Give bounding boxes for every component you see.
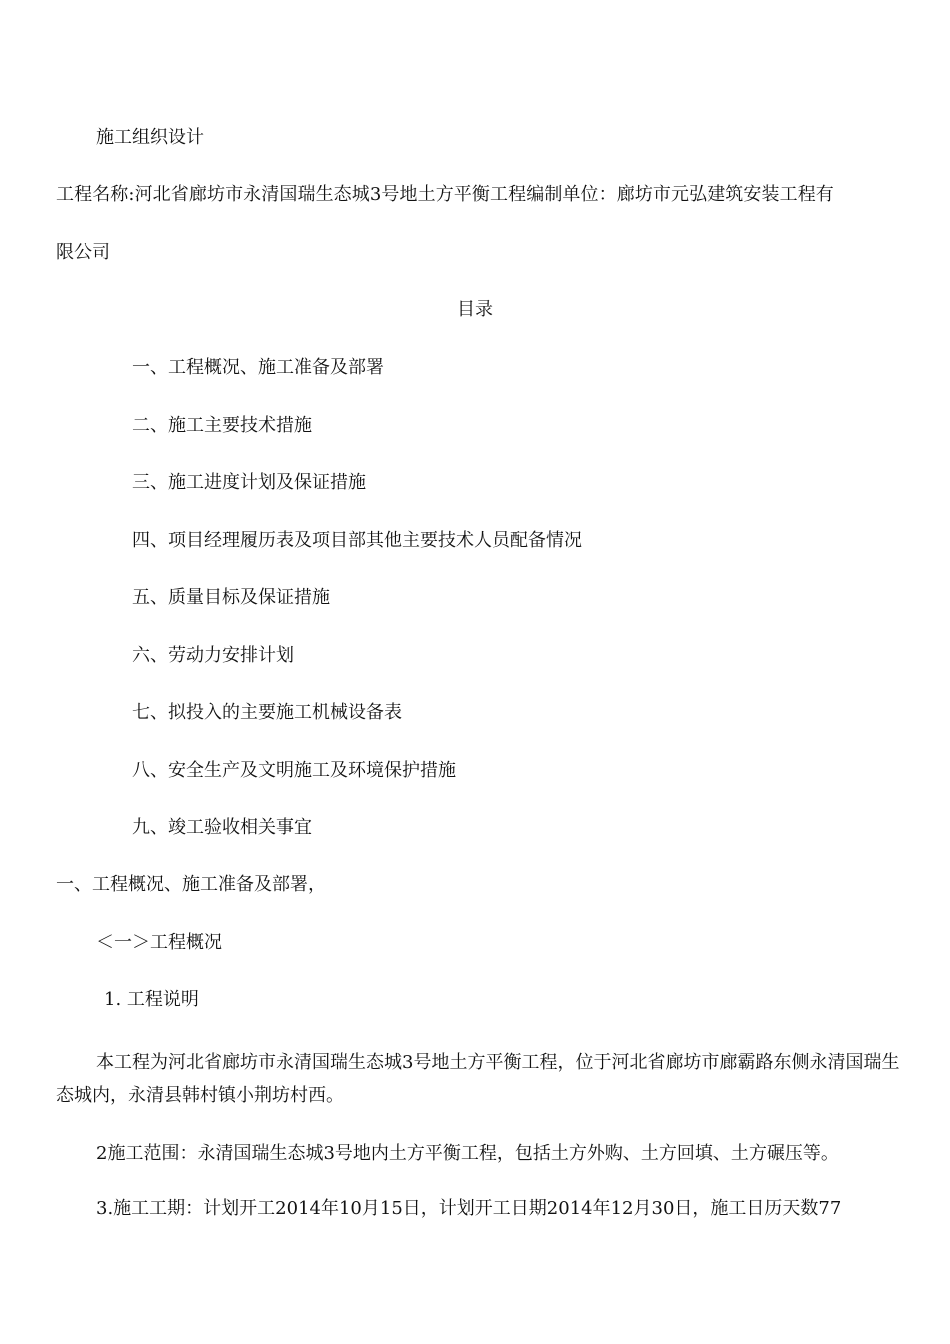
paragraph-construction-period: 3.施工工期：计划开工2014年10月15日，计划开工日期2014年12月30日，施工日历天数77 — [96, 1198, 842, 1219]
paragraph-construction-scope: 2施工范围：永清国瑞生态城3号地内土方平衡工程，包括土方外购、土方回填、土方碾压等。 — [96, 1143, 839, 1164]
toc-item: 六、劳动力安排计划 — [132, 645, 294, 666]
project-info-line-2: 限公司 — [56, 242, 110, 263]
toc-item: 九、竣工验收相关事宜 — [132, 817, 312, 838]
toc-title: 目录 — [457, 299, 493, 320]
toc-item: 七、拟投入的主要施工机械设备表 — [132, 702, 402, 723]
toc-item: 一、工程概况、施工准备及部署 — [132, 357, 384, 378]
item-heading: 1. 工程说明 — [104, 989, 199, 1010]
toc-item: 四、项目经理履历表及项目部其他主要技术人员配备情况 — [132, 530, 582, 551]
section-heading: 一、工程概况、施工准备及部署， — [56, 874, 326, 895]
toc-item: 二、施工主要技术措施 — [132, 415, 312, 436]
document-title: 施工组织设计 — [96, 127, 204, 148]
subsection-heading: ＜一＞工程概况 — [96, 932, 222, 953]
toc-item: 八、安全生产及文明施工及环境保护措施 — [132, 760, 456, 781]
project-info-line-1: 工程名称:河北省廊坊市永清国瑞生态城3号地土方平衡工程编制单位：廊坊市元弘建筑安装工程有 — [56, 184, 834, 205]
toc-item: 五、质量目标及保证措施 — [132, 587, 330, 608]
toc-item: 三、施工进度计划及保证措施 — [132, 472, 366, 493]
paragraph-project-description: 本工程为河北省廊坊市永清国瑞生态城3号地土方平衡工程，位于河北省廊坊市廊霸路东侧永清国瑞生态城内，永清县韩村镇小荆坊村西。 — [56, 1052, 900, 1106]
